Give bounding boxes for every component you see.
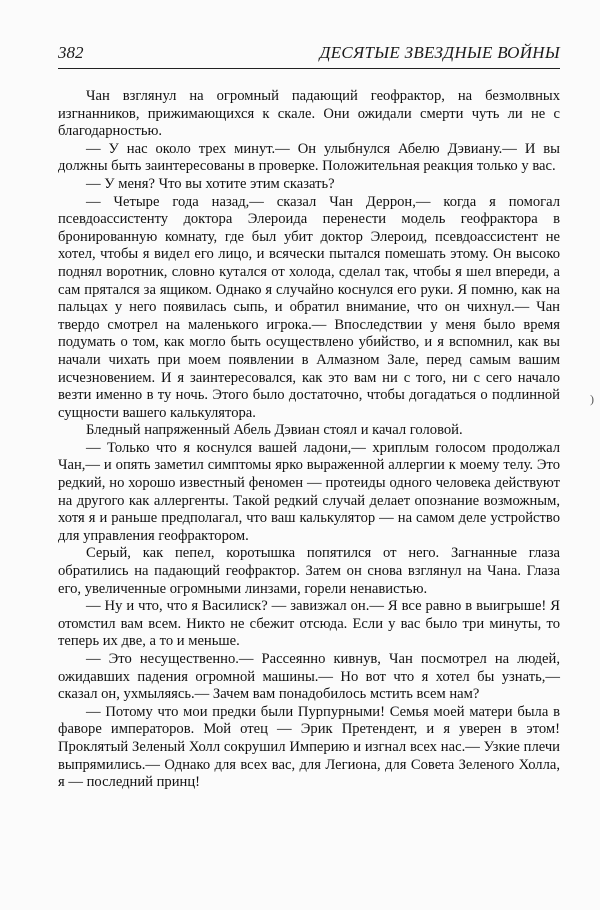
page-number: 382	[58, 43, 84, 62]
header-rule	[58, 68, 560, 69]
paragraph: — У меня? Что вы хотите этим сказать?	[86, 175, 335, 192]
paragraph: — Ну и что, что я Василиск? — завизжал он.— Я все равно в выигрыше! Я отомстил вам всем. Никто не сбежит отсюда. Если у вас было три минуты, то теперь их две, а то и меньше.	[58, 598, 560, 650]
paragraph: Бледный напряженный Абель Дэвиан стоял и качал головой.	[86, 422, 463, 439]
margin-mark: )	[590, 392, 594, 406]
paragraph: — У нас около трех минут.— Он улыбнулся Абелю Дэвиану.— И вы должны быть заинтересованы в проверке. Положительная реакция только у вас.	[58, 140, 560, 175]
running-title: ДЕСЯТЫЕ ЗВЕЗДНЫЕ ВОЙНЫ	[319, 43, 560, 62]
paragraph: — Это несущественно.— Рассеянно кивнув, Чан посмотрел на людей, ожидавших падения огромной машины.— Но вот что я хотел бы узнать,— сказал он, ухмыляясь.— Зачем вам понадобилось мстить всем нам?	[58, 651, 560, 703]
paragraph: — Потому что мои предки были Пурпурными! Семья моей матери была в фаворе императоров. Мой отец — Эрик Претендент, и я уверен в этом! Проклятый Зеленый Холл сокрушил Империю и изгнал всех нас.— Узкие плечи выпрямились.— Однако для всех вас, для Легиона, для Совета Зеленого Холла, я — последний принц!	[58, 703, 560, 791]
paragraph: — Только что я коснулся вашей ладони,— хриплым голосом продолжал Чан,— и опять заметил симптомы ярко выраженной аллергии к моему телу. Это редкий, но хорошо известный феномен — протеиды одного человека действуют на другого как аллергенты. Такой редкий случай делает опознание возможным, хотя я и раньше предполагал, что ваш калькулятор — на самом деле устройство для управления геофрактором.	[58, 439, 560, 544]
paragraph: Чан взглянул на огромный падающий геофрактор, на безмолвных изгнанников, прижимающихся к скале. Они ожидали смерти чуть ли не с благодарностью.	[58, 88, 560, 140]
body-text	[58, 88, 560, 792]
paragraph: Серый, как пепел, коротышка попятился от него. Загнанные глаза обратились на падающий геофрактор. Затем он снова взглянул на Чана. Глаза его, увеличенные огромными линзами, горели ненавистью.	[58, 545, 560, 597]
page-header	[58, 43, 560, 67]
paragraph: — Четыре года назад,— сказал Чан Деррон,— когда я помогал псевдоассистенту доктора Элероида перенести модель геофрактора в бронированную комнату, где был убит доктор Элероид, псевдоассистент не хотел, чтобы я видел его лицо, и всячески пытался помешать этому. Он высоко поднял воротник, словно кутался от холода, сделал так, чтобы я шел впереди, а сам прятался за ящиком. Однако я случайно коснулся его руки. Я помню, как на пальцах у него появилась сыпь, и обратил внимание, что он чихнул.— Чан твердо смотрел на маленького игрока.— Впоследствии у меня было время подумать о том, как могло быть осуществлено убийство, и я вспомнил, как вы начали чихать при моем появлении в Алмазном Зале, перед самым вашим исчезновением. И я заинтересовался, как это вам ни с того, ни с сего начало везти именно в ту ночь. Этого было достаточно, чтобы догадаться о подлинной сущности вашего калькулятора.	[58, 193, 560, 421]
